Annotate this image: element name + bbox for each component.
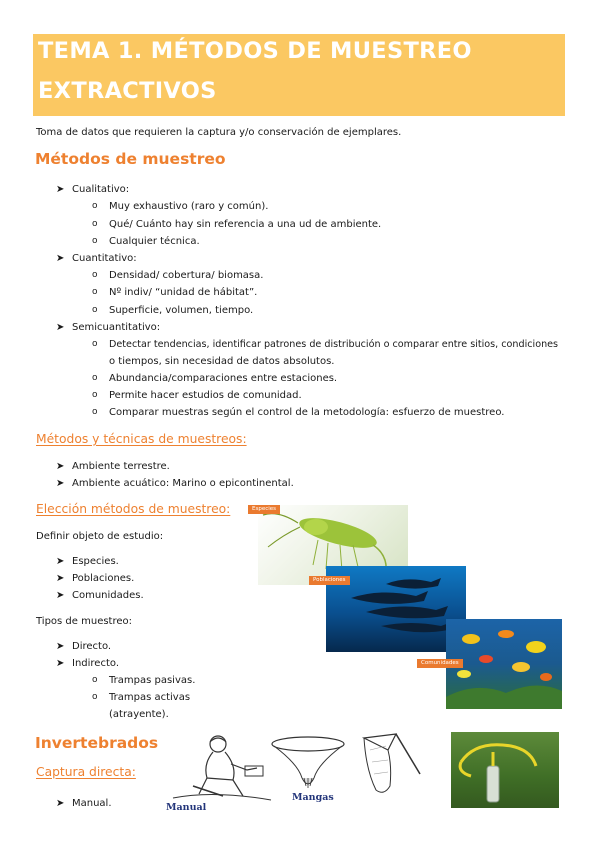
arrow-bullet-icon: ➤ bbox=[56, 184, 65, 195]
list-item: Trampas pasivas. bbox=[109, 675, 196, 686]
manual-figure-label: Manual bbox=[166, 802, 207, 813]
list-item: Comparar muestras según el control de la metodología: esfuerzo de muestreo. bbox=[109, 407, 505, 418]
arrow-bullet-icon: ➤ bbox=[56, 798, 65, 809]
reef-photo bbox=[446, 619, 562, 709]
arrow-bullet-icon: ➤ bbox=[56, 658, 65, 669]
list-item: Especies. bbox=[72, 556, 119, 567]
list-item: Indirecto. bbox=[72, 658, 119, 669]
circle-bullet-icon: o bbox=[92, 390, 98, 400]
list-item: Poblaciones. bbox=[72, 573, 135, 584]
circle-bullet-icon: o bbox=[92, 219, 98, 229]
poblaciones-tag: Poblaciones bbox=[309, 576, 350, 585]
title-line-2: EXTRACTIVOS bbox=[38, 78, 217, 104]
intro-text: Toma de datos que requieren la captura y/o conservación de ejemplares. bbox=[36, 127, 402, 138]
list-item-continuation: o tiempos, sin necesidad de datos absolutos. bbox=[109, 356, 335, 367]
comunidades-tag: Comunidades bbox=[417, 659, 463, 668]
list-item: Nº indiv/ “unidad de hábitat”. bbox=[109, 287, 258, 298]
person-collecting-icon bbox=[163, 730, 275, 804]
cualitativo-label: Cualitativo: bbox=[72, 184, 130, 195]
manga-net-figure bbox=[268, 734, 348, 806]
list-item: Permite hacer estudios de comunidad. bbox=[109, 390, 302, 401]
title-banner bbox=[33, 34, 565, 116]
arrow-bullet-icon: ➤ bbox=[56, 253, 65, 264]
hand-net-icon bbox=[358, 730, 426, 808]
list-item: Superficie, volumen, tiempo. bbox=[109, 305, 254, 316]
tipos-label: Tipos de muestreo: bbox=[36, 616, 133, 627]
objeto-label: Definir objeto de estudio: bbox=[36, 531, 164, 542]
manual-capture-figure bbox=[163, 730, 275, 818]
arrow-bullet-icon: ➤ bbox=[56, 322, 65, 333]
list-item: Cualquier técnica. bbox=[109, 236, 200, 247]
arrow-bullet-icon: ➤ bbox=[56, 573, 65, 584]
circle-bullet-icon: o bbox=[92, 236, 98, 246]
heading-eleccion: Elección métodos de muestreo: bbox=[36, 502, 231, 516]
list-item: Directo. bbox=[72, 641, 112, 652]
list-item: Ambiente acuático: Marino o epicontinental. bbox=[72, 478, 294, 489]
circle-bullet-icon: o bbox=[92, 407, 98, 417]
circle-bullet-icon: o bbox=[92, 270, 98, 280]
circle-bullet-icon: o bbox=[92, 692, 98, 702]
circle-bullet-icon: o bbox=[92, 675, 98, 685]
circle-bullet-icon: o bbox=[92, 305, 98, 315]
list-item: Abundancia/comparaciones entre estaciones. bbox=[109, 373, 338, 384]
list-item: Muy exhaustivo (raro y común). bbox=[109, 201, 269, 212]
list-item: Comunidades. bbox=[72, 590, 144, 601]
arrow-bullet-icon: ➤ bbox=[56, 590, 65, 601]
list-item: Densidad/ cobertura/ biomasa. bbox=[109, 270, 264, 281]
heading-tecnicas: Métodos y técnicas de muestreos: bbox=[36, 432, 247, 446]
circle-bullet-icon: o bbox=[92, 373, 98, 383]
mangas-figure-label: Mangas bbox=[292, 792, 334, 803]
hand-net-figure bbox=[358, 730, 426, 808]
circle-bullet-icon: o bbox=[92, 287, 98, 297]
heading-captura-directa: Captura directa: bbox=[36, 765, 136, 779]
list-item: Trampas activas bbox=[109, 692, 191, 703]
list-item: Ambiente terrestre. bbox=[72, 461, 170, 472]
heading-metodos: Métodos de muestreo bbox=[35, 150, 226, 168]
heading-invertebrados: Invertebrados bbox=[35, 734, 159, 752]
arrow-bullet-icon: ➤ bbox=[56, 478, 65, 489]
list-item: Manual. bbox=[72, 798, 112, 809]
circle-bullet-icon: o bbox=[92, 201, 98, 211]
list-item-continuation: (atrayente). bbox=[109, 709, 169, 720]
especies-tag: Especies bbox=[248, 505, 280, 514]
arrow-bullet-icon: ➤ bbox=[56, 641, 65, 652]
circle-bullet-icon: o bbox=[92, 339, 98, 349]
semicuantitativo-label: Semicuantitativo: bbox=[72, 322, 161, 333]
title-line-1: TEMA 1. MÉTODOS DE MUESTREO bbox=[38, 38, 472, 64]
list-item: Detectar tendencias, identificar patrones de distribución o comparar entre sitios, condiciones bbox=[109, 339, 559, 350]
trap-photo bbox=[451, 732, 559, 808]
arrow-bullet-icon: ➤ bbox=[56, 556, 65, 567]
list-item: Qué/ Cuánto hay sin referencia a una ud de ambiente. bbox=[109, 219, 382, 230]
sweep-net-icon bbox=[268, 734, 348, 794]
cuantitativo-label: Cuantitativo: bbox=[72, 253, 137, 264]
arrow-bullet-icon: ➤ bbox=[56, 461, 65, 472]
